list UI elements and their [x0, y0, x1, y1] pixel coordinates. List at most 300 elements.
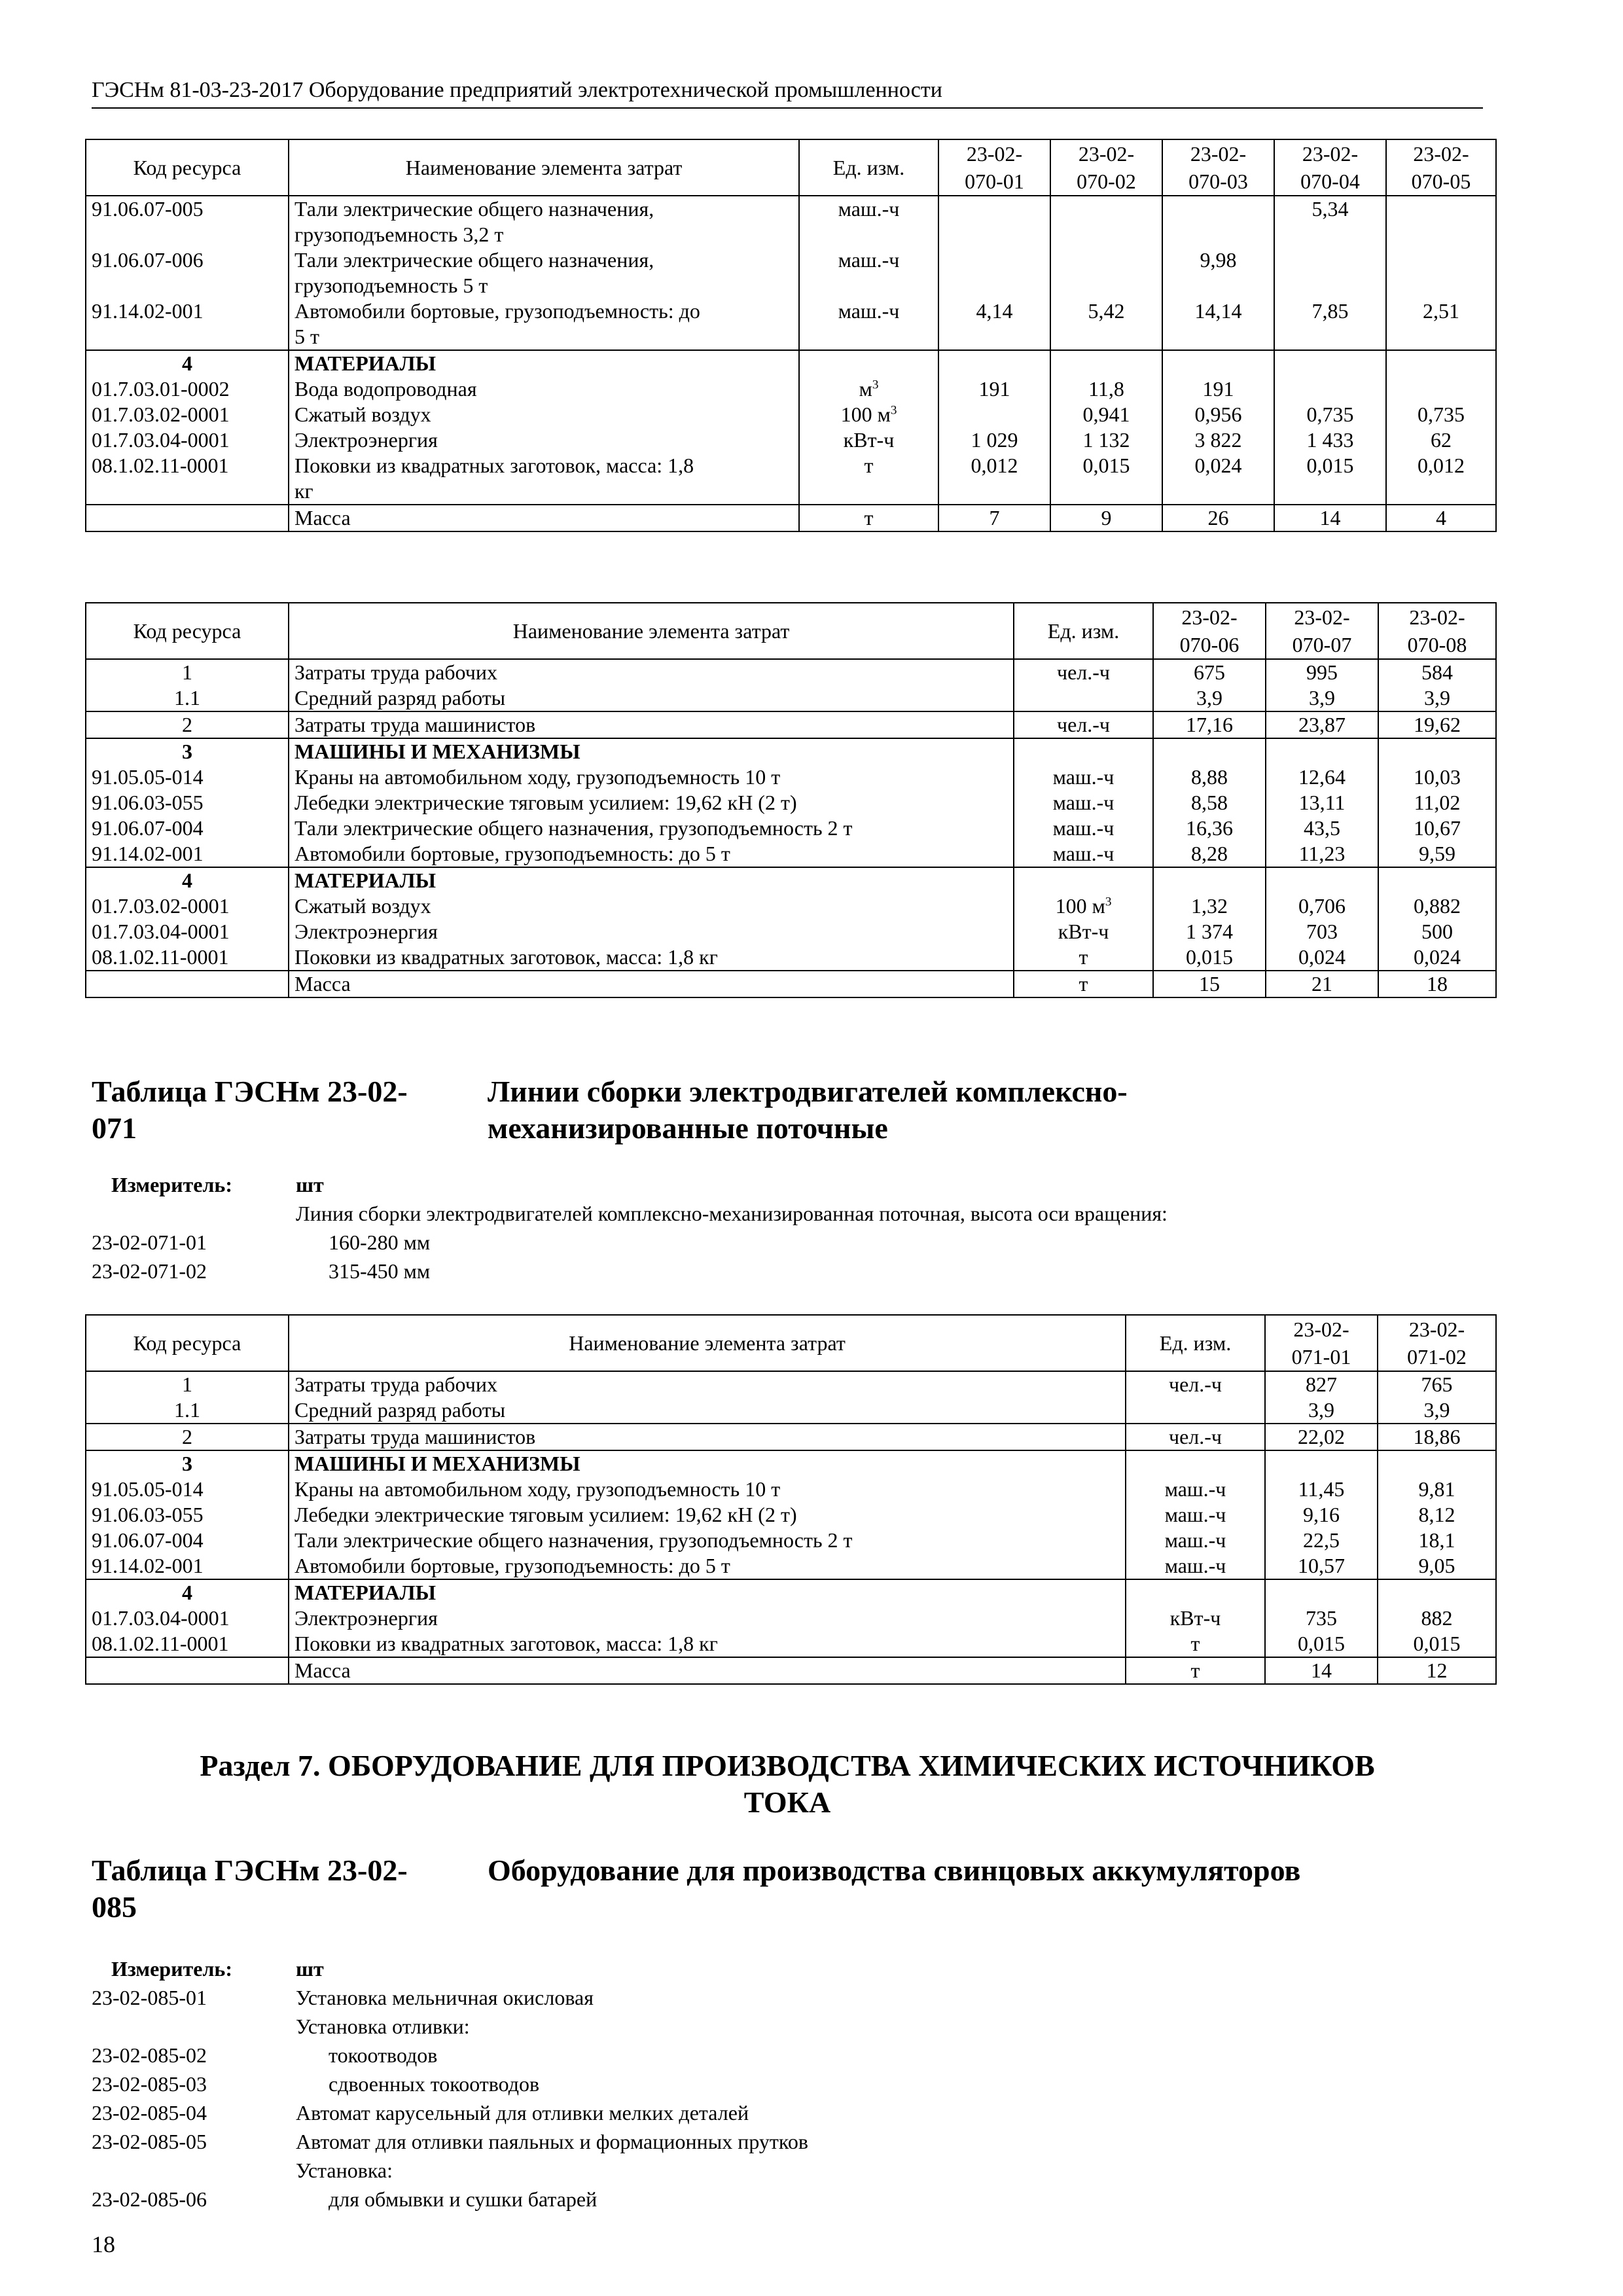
- norm-value: [938, 196, 1050, 247]
- measure-code: 23-02-085-06: [92, 2187, 207, 2211]
- norm-value: 735: [1265, 1605, 1378, 1631]
- norm-value: 0,015: [1153, 944, 1266, 971]
- norm-value: 4,14: [938, 298, 1050, 350]
- section-name: МАТЕРИАЛЫ: [289, 867, 1014, 893]
- empty-cell: [1265, 1450, 1378, 1477]
- table-row: [86, 944, 1496, 971]
- norm-value: [1386, 247, 1496, 298]
- empty-cell: [1014, 867, 1153, 893]
- resource-code: 1.1: [86, 685, 289, 711]
- unit: кВт-ч: [799, 427, 938, 453]
- resource-code: 91.14.02-001: [86, 298, 289, 350]
- section-name: МАШИНЫ И МЕХАНИЗМЫ: [289, 1450, 1126, 1477]
- unit: т: [1014, 944, 1153, 971]
- table-row: [86, 1371, 1496, 1397]
- resource-code: 91.14.02-001: [86, 1553, 289, 1579]
- table-row: [86, 1528, 1496, 1553]
- cost-element-name: Тали электрические общего назначения, грузоподъемность 5 т: [289, 247, 799, 298]
- unit: маш.-ч: [1126, 1502, 1265, 1528]
- table-row: [86, 453, 1496, 505]
- norm-value: 3,9: [1378, 685, 1496, 711]
- norm-value: 0,012: [1386, 453, 1496, 505]
- table-header-row: [86, 1315, 1496, 1371]
- column-header: 23-02- 070-03: [1162, 139, 1274, 196]
- resource-code: [86, 971, 289, 997]
- norm-value: 1 433: [1274, 427, 1386, 453]
- norm-value: [938, 402, 1050, 427]
- cost-element-name: Поковки из квадратных заготовок, масса: 1,8 кг: [289, 453, 799, 505]
- cost-element-name: Лебедки электрические тяговым усилием: 19,62 кН (2 т): [289, 1502, 1126, 1528]
- empty-cell: [1126, 1579, 1265, 1605]
- unit: маш.-ч: [1014, 764, 1153, 790]
- measure-code: 23-02-085-04: [92, 2101, 207, 2125]
- norm-value: 12,64: [1266, 764, 1378, 790]
- norm-value: 13,11: [1266, 790, 1378, 816]
- column-header: 23-02- 070-04: [1274, 139, 1386, 196]
- norm-value: 1 132: [1050, 427, 1162, 453]
- norm-value: [1162, 196, 1274, 247]
- norm-value: 14,14: [1162, 298, 1274, 350]
- table-085-name: Оборудование для производства свинцовых аккумуляторов: [488, 1854, 1301, 1887]
- column-header: 23-02- 070-01: [938, 139, 1050, 196]
- norm-value: 3,9: [1153, 685, 1266, 711]
- norm-value: 9,81: [1378, 1477, 1496, 1502]
- norm-value: 0,024: [1162, 453, 1274, 505]
- resource-code: 08.1.02.11-0001: [86, 944, 289, 971]
- column-header: Код ресурса: [86, 139, 289, 196]
- norm-value: 8,88: [1153, 764, 1266, 790]
- unit: маш.-ч: [799, 247, 938, 298]
- section-code: 4: [86, 867, 289, 893]
- norm-value: 0,015: [1265, 1631, 1378, 1657]
- unit: т: [799, 505, 938, 531]
- norm-value: 0,015: [1050, 453, 1162, 505]
- column-header: 23-02- 070-07: [1266, 603, 1378, 659]
- empty-cell: [1266, 867, 1378, 893]
- resource-code: 91.06.03-055: [86, 790, 289, 816]
- norm-value: 26: [1162, 505, 1274, 531]
- unit: маш.-ч: [1126, 1477, 1265, 1502]
- cost-element-name: Вода водопроводная: [289, 376, 799, 402]
- empty-cell: [1014, 738, 1153, 764]
- cost-element-name: Затраты труда рабочих: [289, 1371, 1126, 1397]
- table-row: [86, 505, 1496, 531]
- norm-value: 14: [1265, 1657, 1378, 1684]
- norm-value: 22,5: [1265, 1528, 1378, 1553]
- norm-value: 11,23: [1266, 841, 1378, 867]
- empty-cell: [1378, 1579, 1496, 1605]
- table-row: [86, 764, 1496, 790]
- measure-code: 23-02-071-01: [92, 1230, 207, 1254]
- norm-value: 23,87: [1266, 711, 1378, 738]
- unit: чел.-ч: [1126, 1424, 1265, 1450]
- empty-cell: [1266, 738, 1378, 764]
- cost-element-name: Электроэнергия: [289, 427, 799, 453]
- cost-element-name: Средний разряд работы: [289, 685, 1014, 711]
- resource-code: 2: [86, 1424, 289, 1450]
- table-row: [86, 685, 1496, 711]
- cost-element-name: Сжатый воздух: [289, 893, 1014, 919]
- measure-code: 23-02-085-01: [92, 1986, 207, 2009]
- unit: чел.-ч: [1126, 1371, 1265, 1397]
- unit: 100 $м^3$: [799, 402, 938, 427]
- section-name: МАТЕРИАЛЫ: [289, 1579, 1126, 1605]
- section-code: 3: [86, 738, 289, 764]
- empty-cell: [1153, 867, 1266, 893]
- unit: маш.-ч: [799, 196, 938, 247]
- norm-value: 882: [1378, 1605, 1496, 1631]
- column-header: Ед. изм.: [1014, 603, 1153, 659]
- measure-code: 23-02-085-03: [92, 2072, 207, 2096]
- norm-value: 62: [1386, 427, 1496, 453]
- norm-value: 9,16: [1265, 1502, 1378, 1528]
- unit: т: [1126, 1631, 1265, 1657]
- unit: кВт-ч: [1014, 919, 1153, 944]
- norm-value: 3,9: [1266, 685, 1378, 711]
- table-row: [86, 427, 1496, 453]
- norm-value: 0,735: [1386, 402, 1496, 427]
- norm-value: 703: [1266, 919, 1378, 944]
- unit: чел.-ч: [1014, 659, 1153, 685]
- unit: маш.-ч: [1126, 1553, 1265, 1579]
- table-071-measure: [92, 1172, 1483, 1289]
- norm-value: 8,12: [1378, 1502, 1496, 1528]
- norm-value: 10,03: [1378, 764, 1496, 790]
- column-header: Наименование элемента затрат: [289, 139, 799, 196]
- page-number: 18: [92, 2231, 115, 2257]
- norm-value: 12: [1378, 1657, 1496, 1684]
- norm-value: 7,85: [1274, 298, 1386, 350]
- table-row: [86, 711, 1496, 738]
- resource-code: 91.06.07-006: [86, 247, 289, 298]
- resource-code: 08.1.02.11-0001: [86, 1631, 289, 1657]
- unit: маш.-ч: [1014, 816, 1153, 841]
- table-071-number: Таблица ГЭСНм 23-02- 071: [92, 1075, 408, 1145]
- column-header: 23-02- 071-01: [1265, 1315, 1378, 1371]
- table-row: [86, 867, 1496, 893]
- resource-code: 91.06.07-004: [86, 816, 289, 841]
- norm-value: 8,58: [1153, 790, 1266, 816]
- table-row: [86, 738, 1496, 764]
- table-row: [86, 1657, 1496, 1684]
- empty-cell: [1162, 350, 1274, 376]
- cost-element-name: Автомобили бортовые, грузоподъемность: до 5 т: [289, 841, 1014, 867]
- table-071-name: Линии сборки электродвигателей комплексно- механизированные поточные: [488, 1075, 1128, 1145]
- norm-value: [1050, 196, 1162, 247]
- resource-code: 01.7.03.02-0001: [86, 893, 289, 919]
- table-row: [86, 196, 1496, 247]
- norm-value: 18: [1378, 971, 1496, 997]
- table-row: [86, 919, 1496, 944]
- resource-code: 01.7.03.04-0001: [86, 427, 289, 453]
- table-row: [86, 350, 1496, 376]
- norm-value: 43,5: [1266, 816, 1378, 841]
- table-header-row: [86, 139, 1496, 196]
- table-row: [86, 376, 1496, 402]
- norm-value: [1050, 247, 1162, 298]
- cost-element-name: Средний разряд работы: [289, 1397, 1126, 1424]
- empty-cell: [1050, 350, 1162, 376]
- empty-cell: [1126, 1450, 1265, 1477]
- measure-text: Автомат карусельный для отливки мелких деталей: [296, 2101, 749, 2125]
- cost-element-name: Тали электрические общего назначения, грузоподъемность 2 т: [289, 816, 1014, 841]
- empty-cell: [1378, 738, 1496, 764]
- norm-value: 16,36: [1153, 816, 1266, 841]
- cost-element-name: Затраты труда машинистов: [289, 711, 1014, 738]
- unit: маш.-ч: [1126, 1528, 1265, 1553]
- norm-value: 0,015: [1274, 453, 1386, 505]
- norm-value: [1386, 196, 1496, 247]
- norm-value: 1 029: [938, 427, 1050, 453]
- measure-text: Установка отливки:: [296, 2015, 470, 2038]
- section-name: МАШИНЫ И МЕХАНИЗМЫ: [289, 738, 1014, 764]
- column-header: Наименование элемента затрат: [289, 1315, 1126, 1371]
- norm-value: 4: [1386, 505, 1496, 531]
- empty-cell: [938, 350, 1050, 376]
- norm-value: [1274, 376, 1386, 402]
- section-code: 4: [86, 1579, 289, 1605]
- resource-code: 91.05.05-014: [86, 1477, 289, 1502]
- norm-value: 0,706: [1266, 893, 1378, 919]
- resource-table-071: [85, 1314, 1497, 1685]
- section-code: 4: [86, 350, 289, 376]
- measure-label: Измеритель:: [111, 1957, 232, 1981]
- cost-element-name: Автомобили бортовые, грузоподъемность: до 5 т: [289, 1553, 1126, 1579]
- table-row: [86, 659, 1496, 685]
- norm-value: 9,98: [1162, 247, 1274, 298]
- resource-code: 1.1: [86, 1397, 289, 1424]
- resource-code: 91.06.03-055: [86, 1502, 289, 1528]
- cost-element-name: Тали электрические общего назначения, грузоподъемность 2 т: [289, 1528, 1126, 1553]
- table-row: [86, 298, 1496, 350]
- resource-code: 01.7.03.04-0001: [86, 1605, 289, 1631]
- norm-value: 17,16: [1153, 711, 1266, 738]
- table-085-number: Таблица ГЭСНм 23-02- 085: [92, 1854, 408, 1924]
- unit: чел.-ч: [1014, 711, 1153, 738]
- unit: [1126, 1397, 1265, 1424]
- measure-text: Автомат для отливки паяльных и формационных прутков: [296, 2130, 808, 2153]
- norm-value: 11,8: [1050, 376, 1162, 402]
- norm-value: 14: [1274, 505, 1386, 531]
- norm-value: 5,34: [1274, 196, 1386, 247]
- norm-value: 10,57: [1265, 1553, 1378, 1579]
- resource-code: 01.7.03.04-0001: [86, 919, 289, 944]
- empty-cell: [799, 350, 938, 376]
- measure-text: сдвоенных токоотводов: [329, 2072, 540, 2096]
- empty-cell: [1386, 350, 1496, 376]
- measure-text: 315-450 мм: [329, 1259, 431, 1283]
- cost-element-name: Сжатый воздух: [289, 402, 799, 427]
- column-header: 23-02- 071-02: [1378, 1315, 1496, 1371]
- norm-value: 0,735: [1274, 402, 1386, 427]
- unit: маш.-ч: [799, 298, 938, 350]
- cost-element-name: Затраты труда рабочих: [289, 659, 1014, 685]
- resource-code: 01.7.03.02-0001: [86, 402, 289, 427]
- column-header: Код ресурса: [86, 1315, 289, 1371]
- table-row: [86, 1553, 1496, 1579]
- measure-text: для обмывки и сушки батарей: [329, 2187, 597, 2211]
- measure-unit: шт: [296, 1173, 324, 1196]
- norm-value: 7: [938, 505, 1050, 531]
- unit: т: [799, 453, 938, 505]
- section-7-title: Раздел 7. ОБОРУДОВАНИЕ ДЛЯ ПРОИЗВОДСТВА ХИМИЧЕСКИХ ИСТОЧНИКОВ ТОКА: [200, 1749, 1375, 1819]
- resource-code: 91.05.05-014: [86, 764, 289, 790]
- norm-value: 995: [1266, 659, 1378, 685]
- norm-value: 3,9: [1378, 1397, 1496, 1424]
- column-header: Ед. изм.: [799, 139, 938, 196]
- table-row: [86, 841, 1496, 867]
- measure-code: 23-02-071-02: [92, 1259, 207, 1283]
- norm-value: 191: [1162, 376, 1274, 402]
- norm-value: 0,956: [1162, 402, 1274, 427]
- resource-code: 91.06.07-005: [86, 196, 289, 247]
- resource-code: [86, 1657, 289, 1684]
- norm-value: 0,015: [1378, 1631, 1496, 1657]
- resource-code: 08.1.02.11-0001: [86, 453, 289, 505]
- measure-code: 23-02-085-05: [92, 2130, 207, 2153]
- column-header: 23-02- 070-05: [1386, 139, 1496, 196]
- norm-value: 22,02: [1265, 1424, 1378, 1450]
- measure-text: токоотводов: [329, 2043, 438, 2067]
- section-code: 3: [86, 1450, 289, 1477]
- unit: 100 $м^3$: [1014, 893, 1153, 919]
- norm-value: 3 822: [1162, 427, 1274, 453]
- empty-cell: [1265, 1579, 1378, 1605]
- column-header: Ед. изм.: [1126, 1315, 1265, 1371]
- table-row: [86, 1502, 1496, 1528]
- resource-table-070-part1: [85, 139, 1497, 532]
- empty-cell: [1153, 738, 1266, 764]
- cost-element-name: Масса: [289, 971, 1014, 997]
- norm-value: 0,024: [1378, 944, 1496, 971]
- column-header: 23-02- 070-02: [1050, 139, 1162, 196]
- column-header: Код ресурса: [86, 603, 289, 659]
- norm-value: 0,012: [938, 453, 1050, 505]
- running-header: ГЭСНм 81-03-23-2017 Оборудование предприятий электротехнической промышленности: [92, 76, 1483, 109]
- table-row: [86, 247, 1496, 298]
- resource-code: 1: [86, 659, 289, 685]
- norm-value: 2,51: [1386, 298, 1496, 350]
- unit: маш.-ч: [1014, 841, 1153, 867]
- measure-text: 160-280 мм: [329, 1230, 431, 1254]
- cost-element-name: Поковки из квадратных заготовок, масса: 1,8 кг: [289, 944, 1014, 971]
- cost-element-name: Тали электрические общего назначения, грузоподъемность 3,2 т: [289, 196, 799, 247]
- table-085-measure: [92, 1956, 1483, 2217]
- norm-value: 1 374: [1153, 919, 1266, 944]
- table-row: [86, 816, 1496, 841]
- cost-element-name: Краны на автомобильном ходу, грузоподъемность 10 т: [289, 1477, 1126, 1502]
- resource-code: 91.14.02-001: [86, 841, 289, 867]
- measure-unit: шт: [296, 1957, 324, 1981]
- unit: $м^3$: [799, 376, 938, 402]
- norm-value: 584: [1378, 659, 1496, 685]
- norm-value: [938, 247, 1050, 298]
- unit: кВт-ч: [1126, 1605, 1265, 1631]
- measure-text: Установка мельничная окисловая: [296, 1986, 594, 2009]
- norm-value: 8,28: [1153, 841, 1266, 867]
- table-header-row: [86, 603, 1496, 659]
- norm-value: 827: [1265, 1371, 1378, 1397]
- norm-value: 0,882: [1378, 893, 1496, 919]
- table-row: [86, 1579, 1496, 1605]
- table-row: [86, 1450, 1496, 1477]
- column-header: 23-02- 070-08: [1378, 603, 1496, 659]
- table-row: [86, 1397, 1496, 1424]
- empty-cell: [1274, 350, 1386, 376]
- measure-code: 23-02-085-02: [92, 2043, 207, 2067]
- empty-cell: [1378, 1450, 1496, 1477]
- norm-value: 10,67: [1378, 816, 1496, 841]
- norm-value: 15: [1153, 971, 1266, 997]
- table-row: [86, 402, 1496, 427]
- column-header: Наименование элемента затрат: [289, 603, 1014, 659]
- norm-value: 765: [1378, 1371, 1496, 1397]
- table-row: [86, 1477, 1496, 1502]
- cost-element-name: Автомобили бортовые, грузоподъемность: до 5 т: [289, 298, 799, 350]
- cost-element-name: Краны на автомобильном ходу, грузоподъемность 10 т: [289, 764, 1014, 790]
- norm-value: [1274, 247, 1386, 298]
- norm-value: 500: [1378, 919, 1496, 944]
- cost-element-name: Масса: [289, 1657, 1126, 1684]
- resource-code: 2: [86, 711, 289, 738]
- unit: [1014, 685, 1153, 711]
- resource-code: 1: [86, 1371, 289, 1397]
- empty-cell: [1378, 867, 1496, 893]
- column-header: 23-02- 070-06: [1153, 603, 1266, 659]
- table-row: [86, 1631, 1496, 1657]
- norm-value: 3,9: [1265, 1397, 1378, 1424]
- table-row: [86, 1424, 1496, 1450]
- section-name: МАТЕРИАЛЫ: [289, 350, 799, 376]
- resource-table-070-part2: [85, 602, 1497, 998]
- measure-text: Установка:: [296, 2159, 393, 2182]
- cost-element-name: Лебедки электрические тяговым усилием: 19,62 кН (2 т): [289, 790, 1014, 816]
- norm-value: 9,59: [1378, 841, 1496, 867]
- unit: маш.-ч: [1014, 790, 1153, 816]
- measure-label: Измеритель:: [111, 1173, 232, 1196]
- norm-value: 1,32: [1153, 893, 1266, 919]
- table-row: [86, 790, 1496, 816]
- norm-value: [1386, 376, 1496, 402]
- norm-value: 21: [1266, 971, 1378, 997]
- norm-value: 0,024: [1266, 944, 1378, 971]
- table-row: [86, 1605, 1496, 1631]
- norm-value: 191: [938, 376, 1050, 402]
- cost-element-name: Электроэнергия: [289, 1605, 1126, 1631]
- cost-element-name: Масса: [289, 505, 799, 531]
- cost-element-name: Поковки из квадратных заготовок, масса: 1,8 кг: [289, 1631, 1126, 1657]
- norm-value: 5,42: [1050, 298, 1162, 350]
- resource-code: [86, 505, 289, 531]
- resource-code: 91.06.07-004: [86, 1528, 289, 1553]
- norm-value: 0,941: [1050, 402, 1162, 427]
- table-row: [86, 971, 1496, 997]
- norm-value: 9,05: [1378, 1553, 1496, 1579]
- table-row: [86, 893, 1496, 919]
- measure-intro: Линия сборки электродвигателей комплексно-механизированная поточная, высота оси вращения:: [296, 1202, 1168, 1225]
- unit: т: [1014, 971, 1153, 997]
- norm-value: 18,1: [1378, 1528, 1496, 1553]
- unit: т: [1126, 1657, 1265, 1684]
- norm-value: 11,45: [1265, 1477, 1378, 1502]
- cost-element-name: Затраты труда машинистов: [289, 1424, 1126, 1450]
- norm-value: 675: [1153, 659, 1266, 685]
- norm-value: 11,02: [1378, 790, 1496, 816]
- norm-value: 19,62: [1378, 711, 1496, 738]
- cost-element-name: Электроэнергия: [289, 919, 1014, 944]
- resource-code: 01.7.03.01-0002: [86, 376, 289, 402]
- norm-value: 18,86: [1378, 1424, 1496, 1450]
